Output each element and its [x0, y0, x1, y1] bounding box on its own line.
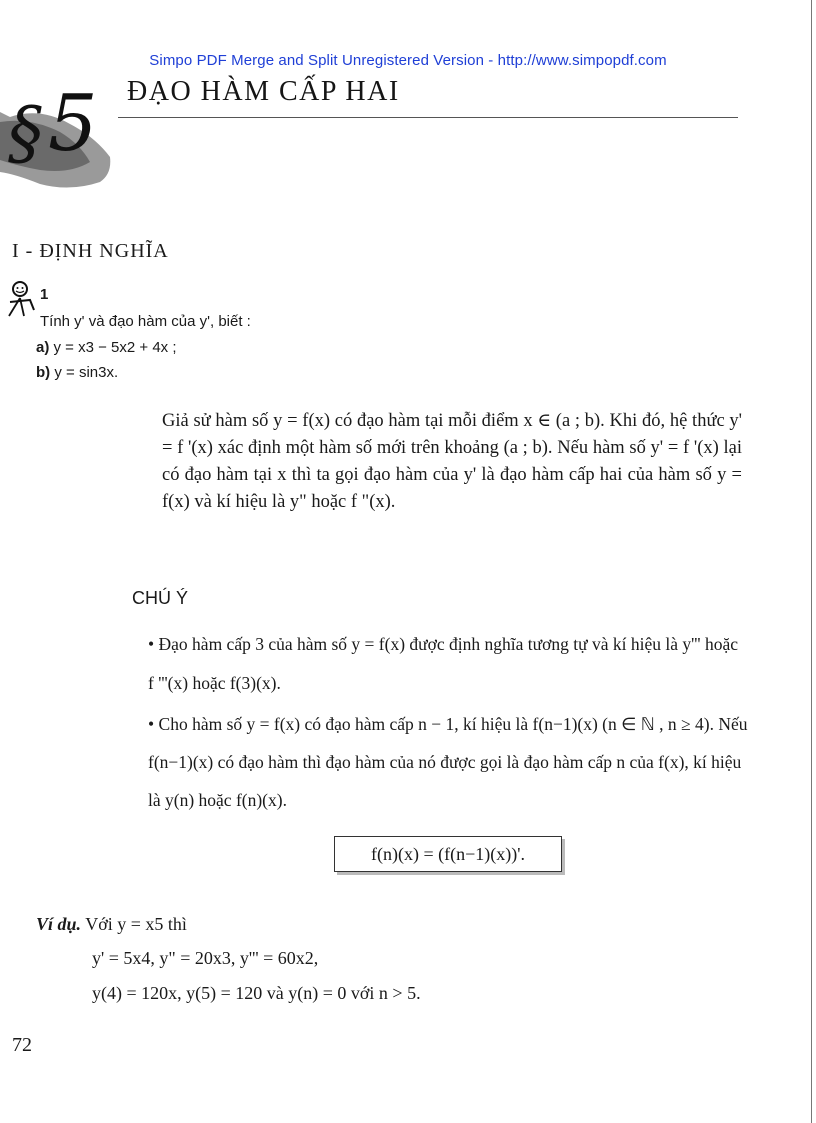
bullet-text: Đạo hàm cấp 3 của hàm số y = f(x) được định nghĩa tương tự và kí hiệu là y''' hoặc f '''(x) hoặc f(3)(x).: [148, 634, 738, 693]
example-intro: Với y = x5 thì: [85, 914, 187, 934]
page-number: 72: [12, 1034, 32, 1056]
item-label: a): [36, 339, 50, 356]
example-line-2: y(4) = 120x, y(5) = 120 và y(n) = 0 với n > 5.: [92, 983, 421, 1003]
bullet-dot: •: [148, 714, 159, 734]
item-expression: y = x3 − 5x2 + 4x ;: [53, 339, 177, 356]
item-expression: y = sin3x.: [54, 364, 119, 381]
title-rule: [118, 117, 738, 118]
page-edge: [811, 0, 812, 1123]
example-line-1: y' = 5x4, y" = 20x3, y''' = 60x2,: [92, 948, 319, 968]
svg-text:§: §: [8, 92, 43, 174]
note-heading: CHÚ Ý: [132, 588, 189, 608]
activity-prompt: Tính y' và đạo hàm của y', biết :: [40, 313, 251, 330]
activity-item-a: [36, 339, 177, 356]
definition-paragraph: [162, 408, 742, 516]
activity-item-b: [36, 364, 118, 381]
example-heading: [36, 914, 187, 935]
example-label: Ví dụ.: [36, 914, 82, 934]
formula-text: f(n)(x) = (f(n−1)(x))'.: [371, 843, 525, 864]
nth-derivative-formula: [334, 836, 562, 872]
activity-number: 1: [40, 286, 49, 303]
svg-text:5: 5: [48, 79, 98, 169]
item-label: b): [36, 364, 51, 381]
lesson-title: ĐẠO HÀM CẤP HAI: [127, 76, 400, 107]
bullet-text: Cho hàm số y = f(x) có đạo hàm cấp n − 1, kí hiệu là f(n−1)(x) (n ∈ ℕ , n ≥ 4). Nếu f(n−1)(x) có đạo hàm thì đạo hàm của nó được gọi là đạo hàm cấp n của f(x), kí hiệu là y(n) hoặc f(n)(x).: [148, 714, 748, 810]
pdf-watermark: Simpo PDF Merge and Split Unregistered Version - http://www.simpopdf.com: [149, 52, 667, 69]
section-5-logo-icon: [0, 62, 135, 192]
activity-person-icon: [6, 280, 38, 318]
definition-text: Giả sử hàm số y = f(x) có đạo hàm tại mỗi điểm x ∈ (a ; b). Khi đó, hệ thức y' = f '(x) xác định một hàm số mới trên khoảng (a ; b). Nếu hàm số y' = f '(x) lại có đạo hàm tại x thì ta gọi đạo hàm của y' là đạo hàm cấp hai của hàm số y = f(x) và kí hiệu là y" hoặc f "(x).: [162, 411, 742, 512]
section-heading: I - ĐỊNH NGHĨA: [12, 240, 169, 262]
note-bullet-2: [148, 705, 748, 819]
bullet-dot: •: [148, 634, 159, 654]
note-bullet-1: [148, 625, 748, 703]
